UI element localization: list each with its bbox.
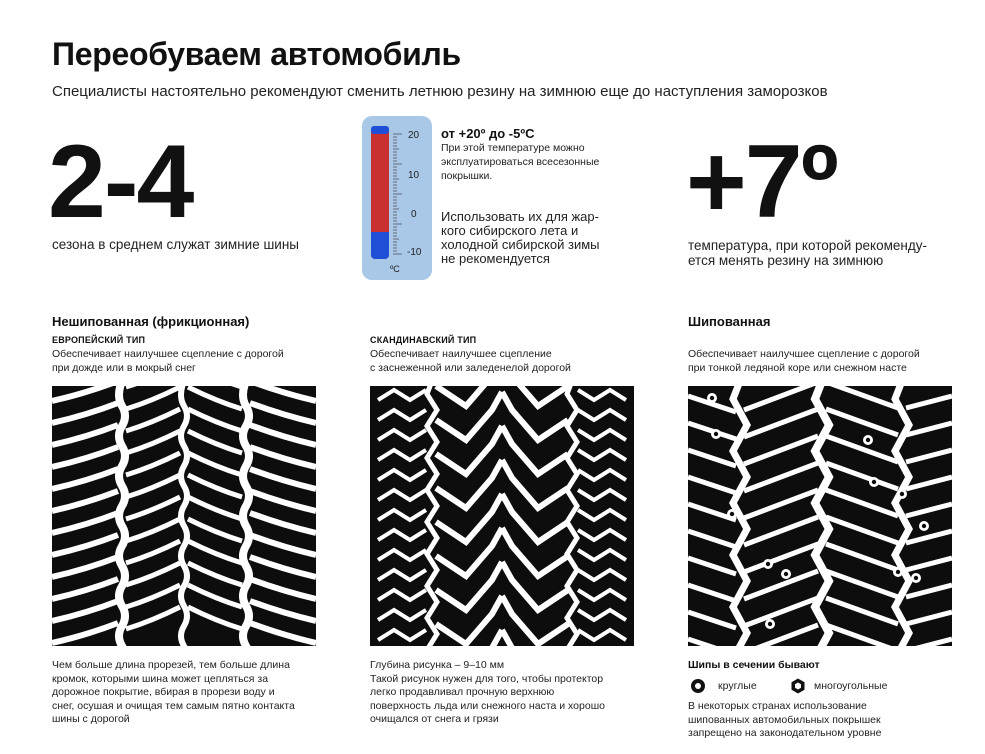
- page-subtitle: Специалисты настоятельно рекомендуют сменить летнюю резину на зимнюю еще до наступления заморозков: [52, 83, 828, 100]
- temperature-caption: температура, при которой рекоменду- ется менять резину на зимнюю: [688, 238, 927, 268]
- thermometer-tick-10: 10: [408, 170, 420, 181]
- european-tread-pattern: [52, 386, 316, 646]
- thermometer-unit: ºC: [390, 264, 400, 274]
- scandinavian-tread-pattern: [370, 386, 634, 646]
- studded-tread-pattern: [688, 386, 952, 646]
- seasons-value: 2-4: [48, 124, 193, 240]
- temp-warning: Использовать их для жар- кого сибирского лета и холодной сибирской зимы не рекомендуется: [441, 209, 600, 266]
- page-title: Переобуваем автомобиль: [52, 36, 461, 72]
- temperature-value: +7º: [686, 124, 837, 240]
- round-stud-label: круглые: [718, 680, 757, 692]
- round-stud-icon: [690, 678, 706, 694]
- friction-heading: Нешипованная (фрикционная): [52, 314, 250, 329]
- thermometer-tick-0: 0: [411, 209, 417, 220]
- studded-footnote: В некоторых странах использование шипованных автомобильных покрышек запрещено на законодательном уровне: [688, 700, 882, 739]
- seasons-caption: сезона в среднем служат зимние шины: [52, 237, 299, 252]
- thermometer-icon: [362, 116, 432, 280]
- scandinavian-description: Обеспечивает наилучшее сцепление с заснеженной или заледенелой дорогой: [370, 348, 571, 374]
- scandinavian-footnote: Глубина рисунка – 9–10 мм Такой рисунок нужен для того, чтобы протектор легко продавливал прочную верхнюю поверхность льда или снежного наста и хорошо очищался от снега и грязи: [370, 659, 605, 725]
- european-type-label: ЕВРОПЕЙСКИЙ ТИП: [52, 335, 146, 345]
- studded-description: Обеспечивает наилучшее сцепление с дорогой при тонкой ледяной коре или снежном насте: [688, 348, 920, 374]
- polygonal-stud-label: многоугольные: [814, 680, 888, 692]
- studded-heading: Шипованная: [688, 314, 771, 329]
- thermometer-tick-20: 20: [408, 130, 420, 141]
- thermometer-tick-minus10: -10: [407, 247, 422, 258]
- temp-note: При этой температуре можно эксплуатироваться всесезонные покрышки.: [441, 142, 600, 182]
- studs-title: Шипы в сечении бывают: [688, 659, 820, 671]
- temp-range: от +20º до -5ºC: [441, 126, 535, 141]
- polygonal-stud-icon: [790, 678, 806, 694]
- european-footnote: Чем больше длина прорезей, тем больше длина кромок, которыми шина может цепляться за дорожное покрытие, вбирая в прорези воду и снег, осушая и очищая тем самым пятно контакта шины с дорогой: [52, 659, 295, 725]
- scandinavian-type-label: СКАНДИНАВСКИЙ ТИП: [370, 335, 477, 345]
- european-description: Обеспечивает наилучшее сцепление с дорогой при дожде или в мокрый снег: [52, 348, 284, 374]
